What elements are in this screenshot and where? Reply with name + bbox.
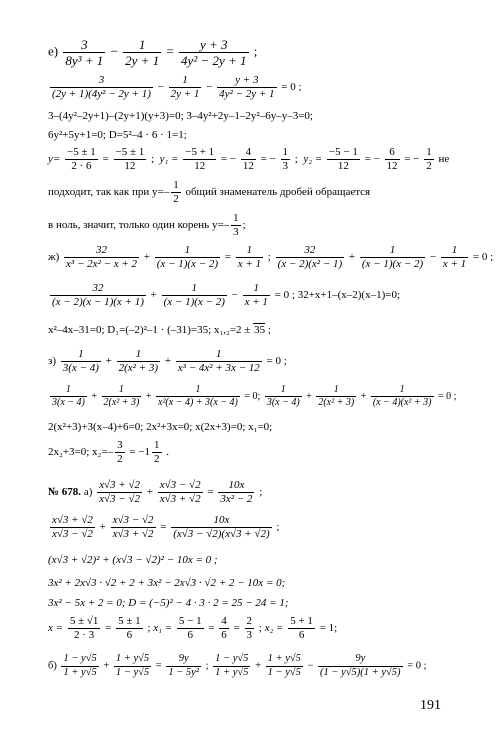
n678-line-4: 3x² + 2x√3 · √2 + 2 + 3x² − 2x√3 · √2 + 2 − 10x = 0; xyxy=(48,577,286,589)
fraction: $\frac{1}{3}$ xyxy=(233,212,239,238)
e-line-3: 3–(4y²–2y+1)–(2y+1)(y+3)=0; 3–4y²+2y–1–2y²–6y–y–3=0; xyxy=(48,110,313,122)
z-line-2: $\frac{1}{3(x - 4)}$ + $\frac{1}{\text{2(x² + 3)}}$ + $\frac{1}{\text{x²(x − 4) + 3(x − 4)}}$ = 0; $\frac{1}{3(x - 4)}$ + $\frac{1}{\text{2(x² + 3)}}$ + $\frac{1}{\text{(x − 4)(x² + 3)}}$ = 0 ; xyxy=(52,384,457,408)
n678-line-3: (x√3 + √2)² + (x√3 − √2)² − 10x = 0 ; xyxy=(48,554,218,566)
fraction: $\frac{1 + y√5}{1 - y√5}$ xyxy=(267,653,301,678)
fraction: $\frac{10x}{\text{3x² − 2}}$ xyxy=(220,479,253,505)
n678-line-2: $\frac{x√3 + √2}{x√3 - √2}$ + $\frac{x√3 - √2}{x√3 + √2}$ = $\frac{10x}{(x√3 - √2)(x√3 + √2)}$ ; xyxy=(52,514,280,540)
fraction: $\frac{1}{3(x - 4)}$ xyxy=(266,384,300,408)
fraction: $\frac{5 \pm √1}{2 \cdot 3}$ xyxy=(69,615,99,641)
n678-line-7: б) $\frac{1 - y√5}{1 + y√5}$ + $\frac{1 + y√5}{1 - y√5}$ = $\frac{9y}{\text{1 − 5y²}}$ ; $\frac{1 - y√5}{1 + y√5}$ + $\frac{1 + y√5}{1 - y√5}$ − $\frac{9y}{(1 - y√5)(1 + y√5)}$ = 0 ; xyxy=(48,653,427,678)
fraction: $\frac{5 - 1}{6}$ xyxy=(178,615,202,641)
n678-line-5: 3x² − 5x + 2 = 0; D = (−5)² − 4 · 3 · 2 = 25 − 24 = 1; xyxy=(48,597,289,609)
e-line-6: подходит, так как при y=– $\frac{1}{2}$ общий знаменатель дробей обращается xyxy=(48,179,371,205)
fraction: $\frac{1 - y√5}{1 + y√5}$ xyxy=(63,653,97,678)
fraction: $\frac{x√3 - √2}{x√3 + √2}$ xyxy=(112,514,154,540)
fraction: $\frac{10x}{(x√3 - √2)(x√3 + √2)}$ xyxy=(173,514,270,540)
exercise-number: № 678. xyxy=(48,486,82,499)
fraction: $\frac{3}{2}$ xyxy=(117,439,123,465)
fraction: $\frac{1}{3}$ xyxy=(282,146,288,172)
z-line-3: 2(x²+3)+3(x–4)+6=0; 2x²+3x=0; x(2x+3)=0; x₁=0; xyxy=(48,421,273,433)
fraction: $\frac{1}{(x - 1)(x - 2)}$ xyxy=(361,244,424,270)
fraction: $\frac{1}{\text{x²(x − 4) + 3(x − 4)}}$ xyxy=(158,384,238,408)
item-label-zh: ж) xyxy=(48,251,60,264)
fraction: $\frac{1 - y√5}{1 + y√5}$ xyxy=(215,653,249,678)
item-label-z: з) xyxy=(48,355,57,368)
fraction: $\frac{1}{(x - 1)(x - 2)}$ xyxy=(156,244,219,270)
fraction: $\frac{-5 + 1}{12}$ xyxy=(185,146,215,172)
fraction: $\frac{x√3 - √2}{x√3 + √2}$ xyxy=(159,479,201,505)
fraction: $\frac{x√3 + √2}{x√3 - √2}$ xyxy=(99,479,140,505)
fraction: $\frac{1}{2}$ xyxy=(426,146,432,172)
fraction: $\frac{32}{(x - 2)(x - 1)(x + 1)}$ xyxy=(52,282,144,308)
fraction: $\frac{1}{\text{2(x² + 3)}}$ xyxy=(118,348,159,374)
page-number: 191 xyxy=(420,698,441,713)
zh-line-2: $\frac{32}{(x - 2)(x - 1)(x + 1)}$ + $\frac{1}{(x - 1)(x - 2)}$ − $\frac{1}{x + 1}$ = 0 ; 32+x+1–(x–2)(x–1)=0; xyxy=(52,282,401,308)
fraction: $\frac{1}{\text{2(x² + 3)}}$ xyxy=(318,384,355,408)
e-line-7: в ноль, значит, только один корень y=– $\frac{1}{3}$ ; xyxy=(48,212,246,238)
fraction: $\frac{32}{\text{(x − 2)(x² − 1)}}$ xyxy=(277,244,343,270)
fraction: $\frac{-5 \pm 1}{2 \cdot 6}$ xyxy=(67,146,96,172)
fraction: $\frac{1}{x + 1}$ xyxy=(237,244,262,270)
fraction: $\frac{2}{3}$ xyxy=(246,615,253,641)
fraction: $\frac{1}{\text{(x − 4)(x² + 3)}}$ xyxy=(372,384,432,408)
fraction: $\frac{32}{\text{x³ − 2x² − x + 2}}$ xyxy=(66,244,138,270)
fraction: $\frac{6}{12}$ xyxy=(386,146,398,172)
fraction: $\frac{4}{6}$ xyxy=(221,615,227,641)
fraction: $\frac{1}{2y + 1}$ xyxy=(170,74,200,100)
n678-line-6: x = $\frac{5 \pm √1}{2 \cdot 3}$ = $\frac{5 \pm 1}{6}$ ; x₁ = $\frac{5 - 1}{6}$ = $\frac{4}{6}$ = $\frac{2}{3}$ ; x₂ = $\frac{5 + 1}{6}$ = 1; xyxy=(48,615,338,641)
fraction: $\frac{1}{\text{2(x² + 3)}}$ xyxy=(103,384,140,408)
fraction: $\frac{1}{2y + 1}$ xyxy=(125,37,160,68)
fraction: $\frac{-5 \pm 1}{12}$ xyxy=(115,146,145,172)
fraction: $\frac{x√3 + √2}{x√3 - √2}$ xyxy=(52,514,93,540)
fraction: $\frac{4}{12}$ xyxy=(242,146,254,172)
fraction: $\frac{1}{x + 1}$ xyxy=(244,282,268,308)
fraction: $\frac{1 + y√5}{1 - y√5}$ xyxy=(115,653,150,678)
e-line-4: 6y²+5y+1=0; D=5²–4 · 6 · 1=1; xyxy=(48,129,187,141)
fraction: $\frac{1}{3(x - 4)}$ xyxy=(52,384,85,408)
zh-line-3: x²–4x–31=0; D₁=(–2)²–1 · (–31)=35; x₁,₂=2 ± 35 ; xyxy=(48,324,271,336)
fraction: $\frac{1}{x + 1}$ xyxy=(442,244,467,270)
fraction: $\frac{3}{\text{8y³ + 1}}$ xyxy=(65,37,104,68)
fraction: $\frac{3}{\text{(2y + 1)(4y² − 2y + 1)}}$ xyxy=(52,74,151,100)
item-label-e: е) xyxy=(48,43,59,59)
fraction: $\frac{5 \pm 1}{6}$ xyxy=(118,615,141,641)
fraction: $\frac{-5 - 1}{12}$ xyxy=(328,146,358,172)
fraction: $\frac{1}{(x - 1)(x - 2)}$ xyxy=(163,282,225,308)
n678-line-1: № 678. а) $\frac{x√3 + √2}{x√3 - √2}$ + $\frac{x√3 - √2}{x√3 + √2}$ = $\frac{10x}{\text{3x² − 2}}$ ; xyxy=(48,479,263,505)
e-line-1: е) $\frac{3}{\text{8y³ + 1}}$ − $\frac{1}{2y + 1}$ = $\frac{y + 3}{\text{4y² − 2y + 1}}$ ; xyxy=(48,37,258,68)
fraction: $\frac{1}{\text{x³ − 4x² + 3x − 12}}$ xyxy=(177,348,260,374)
fraction: $\frac{1}{3(x - 4)}$ xyxy=(62,348,99,374)
z-line-4: 2x₂+3=0; x₂=– $\frac{3}{2}$ = −1 $\frac{1}{2}$ . xyxy=(48,439,170,465)
fraction: $\frac{1}{2}$ xyxy=(154,439,160,465)
fraction: $\frac{y + 3}{\text{4y² − 2y + 1}}$ xyxy=(181,37,247,68)
fraction: $\frac{9y}{\text{1 − 5y²}}$ xyxy=(168,653,199,678)
z-line-1: з) $\frac{1}{3(x - 4)}$ + $\frac{1}{\text{2(x² + 3)}}$ + $\frac{1}{\text{x³ − 4x² + 3x − 12}}$ = 0 ; xyxy=(48,348,287,374)
fraction: $\frac{y + 3}{\text{4y² − 2y + 1}}$ xyxy=(219,74,275,100)
zh-line-1: ж) $\frac{32}{\text{x³ − 2x² − x + 2}}$ + $\frac{1}{(x - 1)(x - 2)}$ = $\frac{1}{x + 1}$ ; $\frac{32}{\text{(x − 2)(x² − 1)}}$ + $\frac{1}{(x - 1)(x - 2)}$ − $\frac{1}{x + 1}$ = 0 ; xyxy=(48,244,494,270)
fraction: $\frac{5 + 1}{6}$ xyxy=(290,615,313,641)
e-line-5: y= $\frac{-5 \pm 1}{2 \cdot 6}$ = $\frac{-5 \pm 1}{12}$ ; y₁ = $\frac{-5 + 1}{12}$ = − $\frac{4}{12}$ = − $\frac{1}{3}$ ; y₂ = $\frac{-5 - 1}{12}$ = − $\frac{6}{12}$ = − $\frac{1}{2}$ не xyxy=(48,146,450,172)
fraction: $\frac{1}{2}$ xyxy=(173,179,179,205)
fraction: $\frac{9y}{(1 - y√5)(1 + y√5)}$ xyxy=(320,653,401,678)
e-line-2: $\frac{3}{\text{(2y + 1)(4y² − 2y + 1)}}$ − $\frac{1}{2y + 1}$ − $\frac{y + 3}{\text{4y² − 2y + 1}}$ = 0 ; xyxy=(52,74,302,100)
